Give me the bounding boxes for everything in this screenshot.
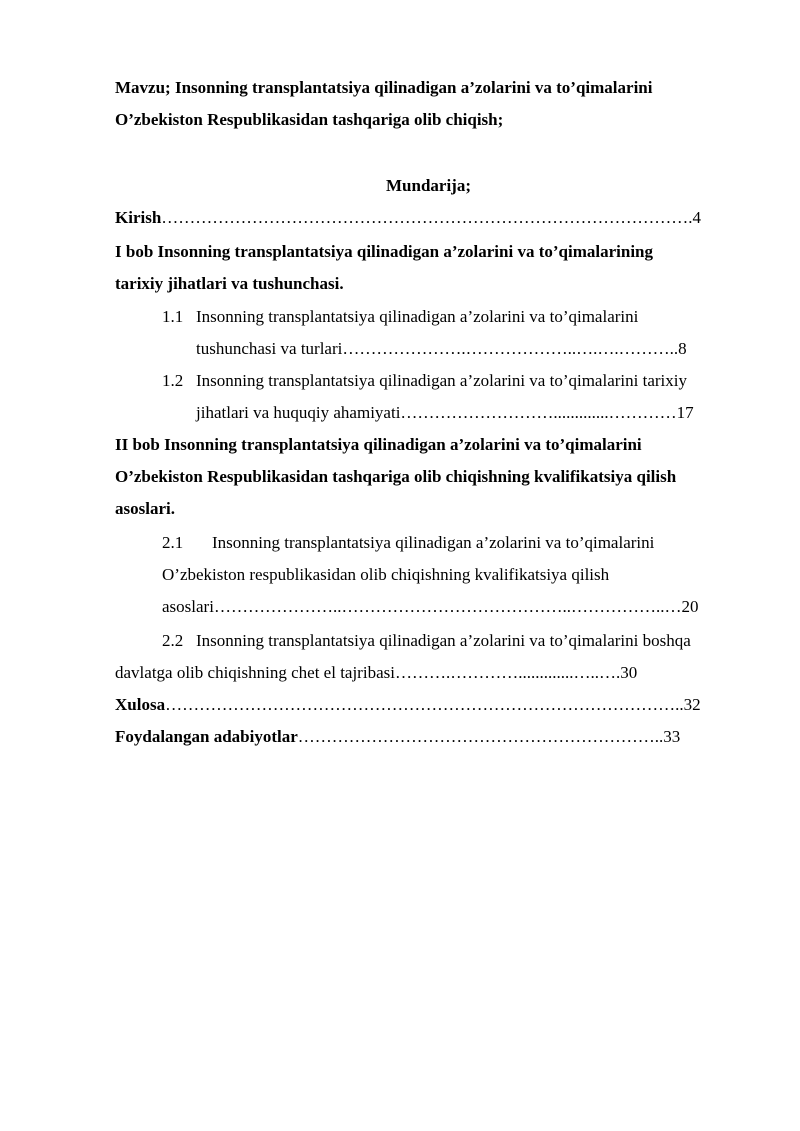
- toc-chapter2-title-line-2: O’zbekiston Respublikasidan tashqariga olib chiqishning kvalifikatsiya qilish: [115, 467, 677, 486]
- toc-section-1-1-page: .8: [673, 339, 687, 358]
- toc-section-1-1-num: 1.1: [162, 307, 184, 326]
- toc-references-page: 33: [663, 727, 681, 746]
- toc-intro-dots: ………………………………………………………………………………….: [161, 208, 693, 227]
- toc-section-2-2-page: 30: [620, 663, 638, 682]
- toc-section-2-1-line-1: Insonning transplantatsiya qilinadigan a’zolarini va to’qimalarini: [212, 533, 655, 552]
- toc-section-1-1-line-1: Insonning transplantatsiya qilinadigan a’zolarini va to’qimalarini: [196, 307, 639, 326]
- toc-section-1-2-title-end: jihatlari va huquqiy ahamiyati: [196, 403, 401, 422]
- toc-section-1-1-dots: ………………….………………..….….……….: [342, 339, 674, 358]
- toc-references-title: Foydalangan adabiyotlar: [115, 727, 298, 746]
- toc-section-1-2-line-1: Insonning transplantatsiya qilinadigan a’zolarini va to’qimalarini tarixiy: [196, 371, 687, 390]
- topic-line-1: Mavzu; Insonning transplantatsiya qilinadigan a’zolarini va to’qimalarini: [115, 78, 653, 97]
- toc-intro: [115, 202, 701, 234]
- toc-references-dots: ………………………………………………………..: [297, 727, 664, 746]
- toc-section-2-1-page: 20: [681, 597, 699, 616]
- toc-section-1-1-title-end: tushunchasi va turlari: [196, 339, 343, 358]
- contents-title: Mundarija;: [386, 176, 471, 195]
- toc-references: [115, 721, 680, 753]
- toc-conclusion: [115, 689, 701, 721]
- toc-section-1-2-num: 1.2: [162, 371, 184, 390]
- toc-section-2-1-line-3: [162, 591, 698, 623]
- toc-chapter1-title-line-2: tarixiy jihatlari va tushunchasi.: [115, 274, 344, 293]
- toc-section-2-2-title-end: davlatga olib chiqishning chet el tajribasi: [115, 663, 395, 682]
- toc-conclusion-dots: ………………………………………………………………………………..: [165, 695, 684, 714]
- toc-conclusion-title: Xulosa: [115, 695, 166, 714]
- toc-conclusion-page: 32: [683, 695, 701, 714]
- toc-section-1-2-line-2: [196, 397, 694, 429]
- toc-section-2-2-line-2: [115, 657, 637, 689]
- toc-section-2-2-line-1: Insonning transplantatsiya qilinadigan a’zolarini va to’qimalarini boshqa: [196, 631, 691, 650]
- toc-intro-title: Kirish: [115, 208, 162, 227]
- toc-intro-page: 4: [692, 208, 702, 227]
- toc-section-2-2-dots: ……….………….............…..….: [394, 663, 621, 682]
- toc-section-1-1-line-2: [196, 333, 687, 365]
- toc-section-1-2-page: 17: [676, 403, 694, 422]
- toc-section-2-1-dots: …………………..…………………………………..……………..…: [213, 597, 682, 616]
- toc-chapter2-title-line-1: II bob Insonning transplantatsiya qilinadigan a’zolarini va to’qimalarini: [115, 435, 642, 454]
- toc-section-2-1-num: 2.1: [162, 533, 184, 552]
- topic-line-2: O’zbekiston Respublikasidan tashqariga olib chiqish;: [115, 110, 504, 129]
- toc-chapter2-title-line-3: asoslari.: [115, 499, 175, 518]
- toc-section-2-2-num: 2.2: [162, 631, 184, 650]
- toc-section-2-1-line-2: O’zbekiston respublikasidan olib chiqishning kvalifikatsiya qilish: [162, 565, 610, 584]
- toc-section-2-1-title-end: asoslari: [162, 597, 214, 616]
- toc-chapter1-title-line-1: I bob Insonning transplantatsiya qilinadigan a’zolarini va to’qimalarining: [115, 242, 653, 261]
- toc-section-1-2-dots: ……………………….............…………: [400, 403, 677, 422]
